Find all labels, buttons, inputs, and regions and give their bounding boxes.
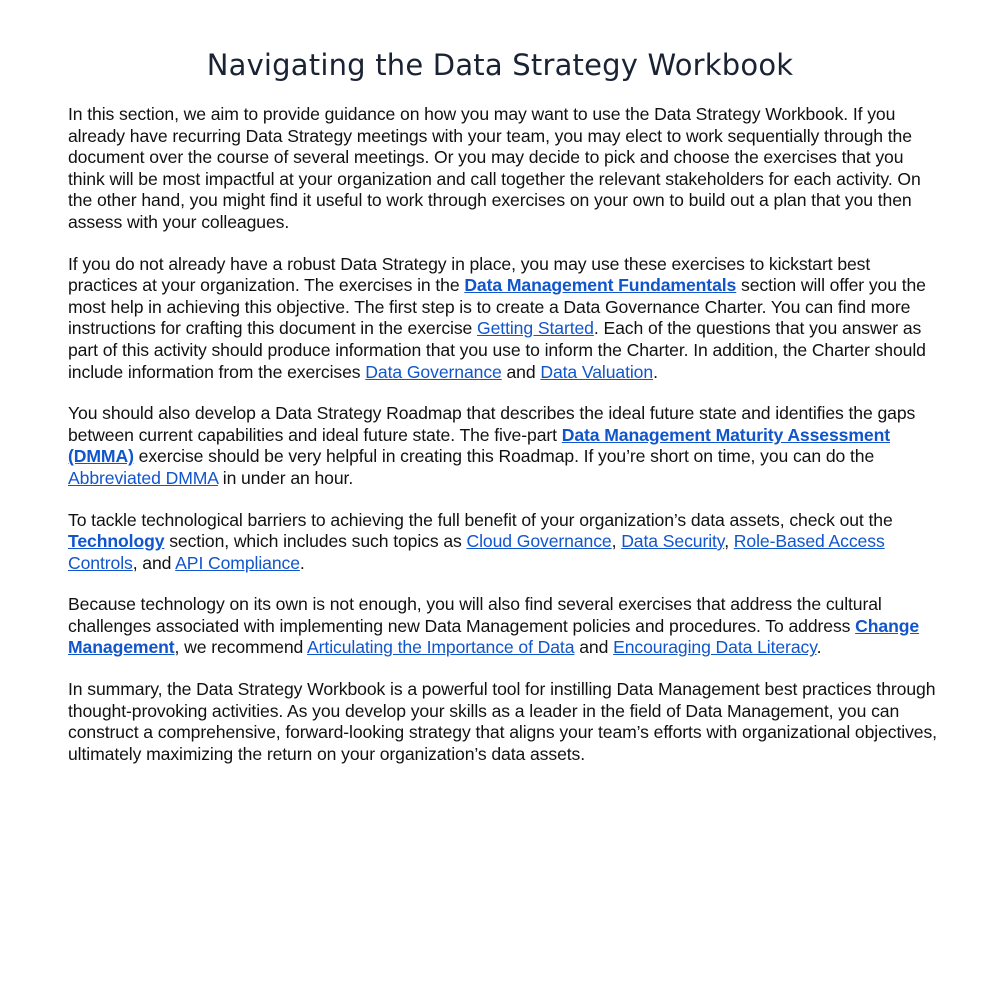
paragraph-text: , — [611, 531, 622, 552]
paragraph-text: exercise should be very helpful in creating this Roadmap. If you’re short on time, you can do the — [133, 446, 875, 467]
page-title: Navigating the Data Strategy Workbook — [206, 48, 794, 82]
paragraph-text: You should also develop a Data Strategy Roadmap that describes the ideal future state and identifies the gaps between current capabilities and ideal future state. The five-part — [68, 403, 916, 445]
link-api-compliance[interactable]: API Compliance — [175, 552, 300, 573]
paragraph-text: . — [653, 361, 658, 382]
paragraph-summary: In summary, the Data Strategy Workbook is a powerful tool for instilling Data Management best practices through thought-provoking activities. As you develop your skills as a leader in the field of Data Management, you can construct a comprehensive, forward-looking strategy that aligns your team’s efforts with organizational objectives, ultimately maximizing the return on your organization’s data assets. — [68, 679, 937, 764]
link-getting-started[interactable]: Getting Started — [477, 318, 594, 339]
paragraph-roadmap — [68, 403, 938, 489]
link-cloud-governance[interactable]: Cloud Governance — [466, 531, 612, 552]
paragraph-text: , and — [132, 552, 176, 573]
link-role-based-access-controls[interactable]: Role-Based Access Controls — [68, 531, 885, 573]
link-data-governance[interactable]: Data Governance — [365, 361, 502, 382]
paragraph-text: section, which includes such topics as — [164, 531, 467, 552]
paragraph-text: in under an hour. — [217, 467, 354, 488]
paragraph-text: Because technology on its own is not enough, you will also find several exercises that address the cultural challenges associated with implementing new Data Management policies and procedures. To address — [68, 594, 882, 636]
paragraph-fundamentals — [68, 254, 938, 384]
link-dmma[interactable]: Data Management Maturity Assessment (DMMA) — [68, 424, 890, 467]
paragraph-text: section will offer you the most help in achieving this objective. The first step is to create a Data Governance Charter. You can find more instructions for crafting this document in the exercise — [68, 275, 926, 339]
link-technology[interactable]: Technology — [68, 531, 165, 552]
link-abbreviated-dmma[interactable]: Abbreviated DMMA — [68, 467, 218, 488]
link-encouraging-data-literacy[interactable]: Encouraging Data Literacy — [613, 637, 817, 658]
paragraph-text: If you do not already have a robust Data Strategy in place, you may use these exercises to kickstart best practices at your organization. The exercises in the — [68, 253, 871, 296]
link-articulating-importance-of-data[interactable]: Articulating the Importance of Data — [307, 637, 575, 658]
link-data-security[interactable]: Data Security — [621, 531, 725, 552]
paragraph-text: To tackle technological barriers to achieving the full benefit of your organization’s data assets, check out the — [68, 509, 893, 530]
paragraph-text: . — [299, 552, 305, 573]
paragraph-text: , — [724, 531, 734, 552]
paragraph-text: and — [574, 637, 614, 658]
paragraph-text: . — [816, 637, 822, 658]
paragraph-intro: In this section, we aim to provide guidance on how you may want to use the Data Strategy Workbook. If you already have recurring Data Strategy meetings with your team, you may elect to work sequentially through the document over the course of several meetings. Or you may decide to pick and choose the exercises that you think will be most impactful at your organization and call together the relevant stakeholders for each activity. On the other hand, you might find it useful to work through exercises on your own to build out a plan that you then assess with your colleagues. — [68, 104, 921, 232]
paragraph-technology — [68, 510, 938, 575]
link-data-valuation[interactable]: Data Valuation — [540, 361, 654, 382]
paragraph-text: . Each of the questions that you answer as part of this activity should produce information that you use to inform the Charter. In addition, the Charter should include information from the exercises — [68, 318, 926, 382]
link-data-management-fundamentals[interactable]: Data Management Fundamentals — [464, 275, 737, 296]
paragraph-text: , we recommend — [174, 637, 308, 658]
paragraph-culture — [68, 594, 938, 659]
paragraph-text: and — [501, 361, 541, 382]
document-page — [68, 48, 938, 785]
link-change-management[interactable]: Change Management — [68, 615, 920, 658]
